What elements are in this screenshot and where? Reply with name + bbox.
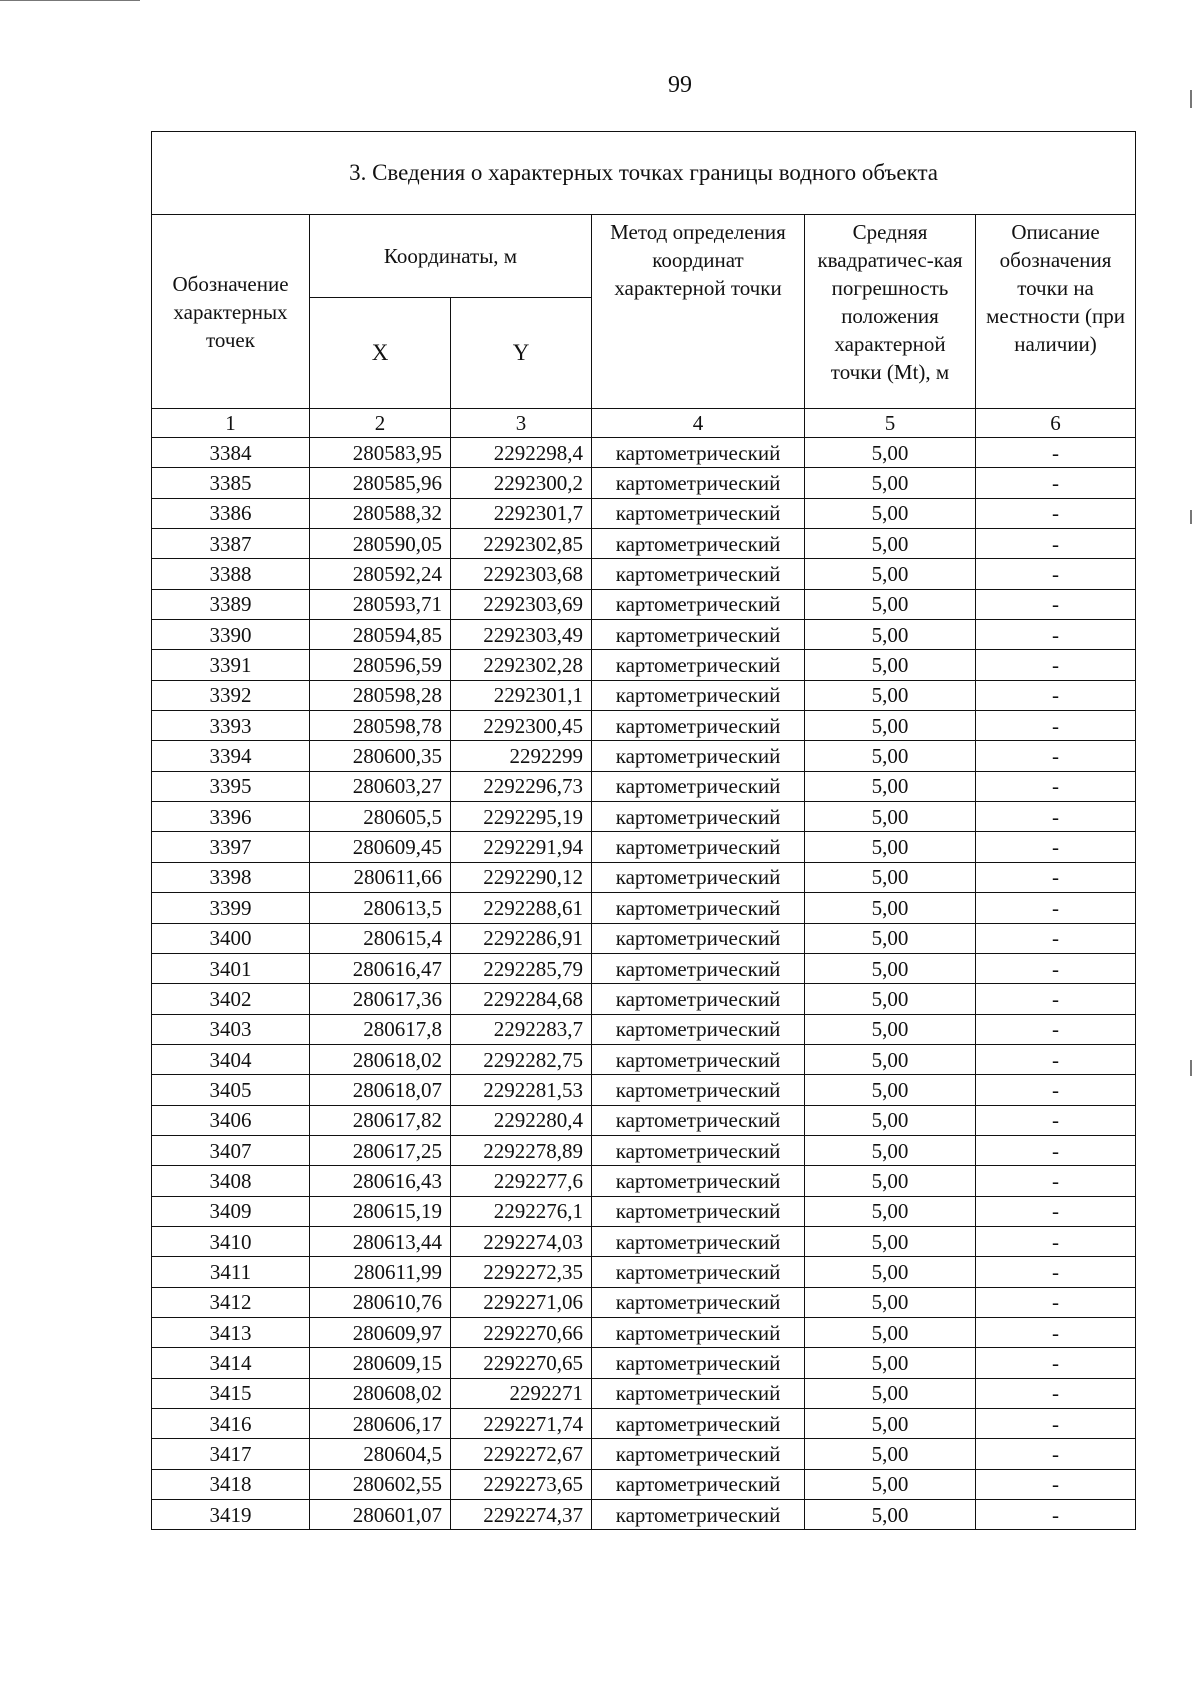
- error-cell: 5,00: [805, 741, 976, 771]
- table-body: [152, 438, 1136, 1530]
- method-cell: картометрический: [592, 1348, 805, 1378]
- description-cell: -: [976, 1439, 1136, 1469]
- x-coordinate-cell: 280588,32: [310, 498, 451, 528]
- y-coordinate-cell: 2292296,73: [451, 771, 592, 801]
- y-coordinate-cell: 2292278,89: [451, 1135, 592, 1165]
- error-cell: 5,00: [805, 620, 976, 650]
- description-cell: -: [976, 953, 1136, 983]
- description-cell: -: [976, 711, 1136, 741]
- error-cell: 5,00: [805, 438, 976, 468]
- method-cell: картометрический: [592, 589, 805, 619]
- description-cell: -: [976, 1257, 1136, 1287]
- point-id-cell: 3399: [152, 893, 310, 923]
- point-id-cell: 3391: [152, 650, 310, 680]
- error-cell: 5,00: [805, 1257, 976, 1287]
- table-row: [152, 559, 1136, 589]
- table-row: [152, 953, 1136, 983]
- point-id-cell: 3414: [152, 1348, 310, 1378]
- x-coordinate-cell: 280613,44: [310, 1226, 451, 1256]
- method-cell: картометрический: [592, 802, 805, 832]
- method-cell: картометрический: [592, 1196, 805, 1226]
- x-coordinate-cell: 280604,5: [310, 1439, 451, 1469]
- x-coordinate-cell: 280598,28: [310, 680, 451, 710]
- table-row: [152, 1469, 1136, 1499]
- x-coordinate-cell: 280609,45: [310, 832, 451, 862]
- y-coordinate-cell: 2292270,65: [451, 1348, 592, 1378]
- description-cell: -: [976, 1317, 1136, 1347]
- header-coordinates: Координаты, м: [310, 215, 592, 298]
- point-id-cell: 3384: [152, 438, 310, 468]
- method-cell: картометрический: [592, 468, 805, 498]
- point-id-cell: 3389: [152, 589, 310, 619]
- error-cell: 5,00: [805, 1075, 976, 1105]
- point-id-cell: 3398: [152, 862, 310, 892]
- description-cell: -: [976, 529, 1136, 559]
- description-cell: -: [976, 1166, 1136, 1196]
- table-row: [152, 1257, 1136, 1287]
- error-cell: 5,00: [805, 1409, 976, 1439]
- column-number: 6: [976, 409, 1136, 438]
- x-coordinate-cell: 280608,02: [310, 1378, 451, 1408]
- point-id-cell: 3404: [152, 1044, 310, 1074]
- method-cell: картометрический: [592, 498, 805, 528]
- point-id-cell: 3402: [152, 984, 310, 1014]
- method-cell: картометрический: [592, 1014, 805, 1044]
- y-coordinate-cell: 2292284,68: [451, 984, 592, 1014]
- table-row: [152, 1500, 1136, 1530]
- header-method: Метод определения координат характерной точки: [592, 215, 805, 409]
- y-coordinate-cell: 2292295,19: [451, 802, 592, 832]
- column-number: 2: [310, 409, 451, 438]
- x-coordinate-cell: 280585,96: [310, 468, 451, 498]
- method-cell: картометрический: [592, 862, 805, 892]
- y-coordinate-cell: 2292272,67: [451, 1439, 592, 1469]
- table-row: [152, 498, 1136, 528]
- table-row: [152, 1075, 1136, 1105]
- table-row: [152, 650, 1136, 680]
- table-row: [152, 1317, 1136, 1347]
- y-coordinate-cell: 2292303,49: [451, 620, 592, 650]
- method-cell: картометрический: [592, 711, 805, 741]
- point-id-cell: 3410: [152, 1226, 310, 1256]
- x-coordinate-cell: 280609,97: [310, 1317, 451, 1347]
- point-id-cell: 3403: [152, 1014, 310, 1044]
- method-cell: картометрический: [592, 1135, 805, 1165]
- method-cell: картометрический: [592, 1500, 805, 1530]
- description-cell: -: [976, 741, 1136, 771]
- description-cell: -: [976, 1469, 1136, 1499]
- error-cell: 5,00: [805, 1014, 976, 1044]
- description-cell: -: [976, 498, 1136, 528]
- header-point-description: Описание обозначения точки на местности (при наличии): [976, 215, 1136, 409]
- y-coordinate-cell: 2292298,4: [451, 438, 592, 468]
- x-coordinate-cell: 280610,76: [310, 1287, 451, 1317]
- table-row: [152, 620, 1136, 650]
- error-cell: 5,00: [805, 771, 976, 801]
- y-coordinate-cell: 2292271: [451, 1378, 592, 1408]
- description-cell: -: [976, 893, 1136, 923]
- point-id-cell: 3412: [152, 1287, 310, 1317]
- table-row: [152, 1166, 1136, 1196]
- y-coordinate-cell: 2292270,66: [451, 1317, 592, 1347]
- error-cell: 5,00: [805, 529, 976, 559]
- table-row: [152, 680, 1136, 710]
- table-row: [152, 1378, 1136, 1408]
- y-coordinate-cell: 2292271,06: [451, 1287, 592, 1317]
- description-cell: -: [976, 1226, 1136, 1256]
- point-id-cell: 3416: [152, 1409, 310, 1439]
- x-coordinate-cell: 280603,27: [310, 771, 451, 801]
- y-coordinate-cell: 2292283,7: [451, 1014, 592, 1044]
- point-id-cell: 3405: [152, 1075, 310, 1105]
- page-number: 99: [668, 72, 692, 98]
- method-cell: картометрический: [592, 741, 805, 771]
- table-row: [152, 1105, 1136, 1135]
- error-cell: 5,00: [805, 802, 976, 832]
- table-row: [152, 1044, 1136, 1074]
- x-coordinate-cell: 280583,95: [310, 438, 451, 468]
- table-row: [152, 1014, 1136, 1044]
- error-cell: 5,00: [805, 711, 976, 741]
- table-row: [152, 1196, 1136, 1226]
- y-coordinate-cell: 2292286,91: [451, 923, 592, 953]
- scan-edge-mark: [0, 0, 140, 1]
- description-cell: -: [976, 620, 1136, 650]
- point-id-cell: 3390: [152, 620, 310, 650]
- point-id-cell: 3386: [152, 498, 310, 528]
- x-coordinate-cell: 280615,4: [310, 923, 451, 953]
- description-cell: -: [976, 1409, 1136, 1439]
- point-id-cell: 3406: [152, 1105, 310, 1135]
- method-cell: картометрический: [592, 771, 805, 801]
- table-row: [152, 589, 1136, 619]
- scan-edge-mark: [1190, 1060, 1192, 1076]
- table-row: [152, 923, 1136, 953]
- x-coordinate-cell: 280594,85: [310, 620, 451, 650]
- method-cell: картометрический: [592, 680, 805, 710]
- column-number: 3: [451, 409, 592, 438]
- table-row: [152, 468, 1136, 498]
- error-cell: 5,00: [805, 1166, 976, 1196]
- method-cell: картометрический: [592, 529, 805, 559]
- x-coordinate-cell: 280611,66: [310, 862, 451, 892]
- description-cell: -: [976, 802, 1136, 832]
- y-coordinate-cell: 2292276,1: [451, 1196, 592, 1226]
- method-cell: картометрический: [592, 1075, 805, 1105]
- description-cell: -: [976, 1044, 1136, 1074]
- method-cell: картометрический: [592, 1105, 805, 1135]
- x-coordinate-cell: 280600,35: [310, 741, 451, 771]
- error-cell: 5,00: [805, 1226, 976, 1256]
- point-id-cell: 3392: [152, 680, 310, 710]
- error-cell: 5,00: [805, 862, 976, 892]
- method-cell: картометрический: [592, 953, 805, 983]
- x-coordinate-cell: 280590,05: [310, 529, 451, 559]
- point-id-cell: 3387: [152, 529, 310, 559]
- y-coordinate-cell: 2292274,03: [451, 1226, 592, 1256]
- description-cell: -: [976, 1287, 1136, 1317]
- error-cell: 5,00: [805, 498, 976, 528]
- x-coordinate-cell: 280596,59: [310, 650, 451, 680]
- table-row: [152, 1287, 1136, 1317]
- table-row: [152, 802, 1136, 832]
- description-cell: -: [976, 650, 1136, 680]
- error-cell: 5,00: [805, 984, 976, 1014]
- table-row: [152, 984, 1136, 1014]
- table-row: [152, 771, 1136, 801]
- point-id-cell: 3395: [152, 771, 310, 801]
- error-cell: 5,00: [805, 1196, 976, 1226]
- point-id-cell: 3417: [152, 1439, 310, 1469]
- method-cell: картометрический: [592, 1166, 805, 1196]
- error-cell: 5,00: [805, 1287, 976, 1317]
- x-coordinate-cell: 280605,5: [310, 802, 451, 832]
- x-coordinate-cell: 280618,07: [310, 1075, 451, 1105]
- y-coordinate-cell: 2292290,12: [451, 862, 592, 892]
- y-coordinate-cell: 2292280,4: [451, 1105, 592, 1135]
- point-id-cell: 3418: [152, 1469, 310, 1499]
- method-cell: картометрический: [592, 1409, 805, 1439]
- description-cell: -: [976, 1075, 1136, 1105]
- description-cell: -: [976, 1105, 1136, 1135]
- description-cell: -: [976, 771, 1136, 801]
- error-cell: 5,00: [805, 1044, 976, 1074]
- method-cell: картометрический: [592, 559, 805, 589]
- error-cell: 5,00: [805, 468, 976, 498]
- x-coordinate-cell: 280617,36: [310, 984, 451, 1014]
- table-row: [152, 1439, 1136, 1469]
- table-row: [152, 529, 1136, 559]
- y-coordinate-cell: 2292273,65: [451, 1469, 592, 1499]
- x-coordinate-cell: 280615,19: [310, 1196, 451, 1226]
- x-coordinate-cell: 280606,17: [310, 1409, 451, 1439]
- error-cell: 5,00: [805, 953, 976, 983]
- table-title: 3. Сведения о характерных точках границы водного объекта: [152, 132, 1136, 215]
- description-cell: -: [976, 680, 1136, 710]
- table-row: [152, 1135, 1136, 1165]
- y-coordinate-cell: 2292300,2: [451, 468, 592, 498]
- x-coordinate-cell: 280618,02: [310, 1044, 451, 1074]
- column-numbers-row: [152, 409, 1136, 438]
- point-id-cell: 3396: [152, 802, 310, 832]
- method-cell: картометрический: [592, 1287, 805, 1317]
- error-cell: 5,00: [805, 1469, 976, 1499]
- point-id-cell: 3393: [152, 711, 310, 741]
- column-number: 4: [592, 409, 805, 438]
- y-coordinate-cell: 2292302,85: [451, 529, 592, 559]
- description-cell: -: [976, 1378, 1136, 1408]
- y-coordinate-cell: 2292299: [451, 741, 592, 771]
- x-coordinate-cell: 280617,82: [310, 1105, 451, 1135]
- description-cell: -: [976, 1014, 1136, 1044]
- y-coordinate-cell: 2292285,79: [451, 953, 592, 983]
- point-id-cell: 3400: [152, 923, 310, 953]
- column-number: 1: [152, 409, 310, 438]
- error-cell: 5,00: [805, 650, 976, 680]
- x-coordinate-cell: 280609,15: [310, 1348, 451, 1378]
- method-cell: картометрический: [592, 1317, 805, 1347]
- table-row: [152, 1409, 1136, 1439]
- table-row: [152, 862, 1136, 892]
- x-coordinate-cell: 280601,07: [310, 1500, 451, 1530]
- y-coordinate-cell: 2292281,53: [451, 1075, 592, 1105]
- description-cell: -: [976, 1500, 1136, 1530]
- x-coordinate-cell: 280617,25: [310, 1135, 451, 1165]
- point-id-cell: 3397: [152, 832, 310, 862]
- y-coordinate-cell: 2292300,45: [451, 711, 592, 741]
- point-id-cell: 3408: [152, 1166, 310, 1196]
- y-coordinate-cell: 2292303,69: [451, 589, 592, 619]
- table-row: [152, 832, 1136, 862]
- error-cell: 5,00: [805, 923, 976, 953]
- y-coordinate-cell: 2292291,94: [451, 832, 592, 862]
- y-coordinate-cell: 2292302,28: [451, 650, 592, 680]
- x-coordinate-cell: 280602,55: [310, 1469, 451, 1499]
- point-id-cell: 3413: [152, 1317, 310, 1347]
- error-cell: 5,00: [805, 1439, 976, 1469]
- point-id-cell: 3394: [152, 741, 310, 771]
- y-coordinate-cell: 2292301,1: [451, 680, 592, 710]
- point-id-cell: 3385: [152, 468, 310, 498]
- scan-edge-mark: [1190, 510, 1192, 524]
- header-y: Y: [451, 298, 592, 409]
- method-cell: картометрический: [592, 1469, 805, 1499]
- point-id-cell: 3409: [152, 1196, 310, 1226]
- error-cell: 5,00: [805, 1348, 976, 1378]
- boundary-points-table: [151, 131, 1136, 1530]
- description-cell: -: [976, 1348, 1136, 1378]
- method-cell: картометрический: [592, 1226, 805, 1256]
- y-coordinate-cell: 2292272,35: [451, 1257, 592, 1287]
- method-cell: картометрический: [592, 984, 805, 1014]
- description-cell: -: [976, 923, 1136, 953]
- error-cell: 5,00: [805, 832, 976, 862]
- description-cell: -: [976, 1135, 1136, 1165]
- x-coordinate-cell: 280611,99: [310, 1257, 451, 1287]
- y-coordinate-cell: 2292271,74: [451, 1409, 592, 1439]
- method-cell: картометрический: [592, 832, 805, 862]
- y-coordinate-cell: 2292288,61: [451, 893, 592, 923]
- header-mean-square-error: Средняя квадратичес-кая погрешность положения характерной точки (Mt), м: [805, 215, 976, 409]
- description-cell: -: [976, 438, 1136, 468]
- method-cell: картометрический: [592, 923, 805, 953]
- point-id-cell: 3401: [152, 953, 310, 983]
- error-cell: 5,00: [805, 1317, 976, 1347]
- table-row: [152, 438, 1136, 468]
- x-coordinate-cell: 280593,71: [310, 589, 451, 619]
- method-cell: картометрический: [592, 438, 805, 468]
- error-cell: 5,00: [805, 589, 976, 619]
- x-coordinate-cell: 280617,8: [310, 1014, 451, 1044]
- method-cell: картометрический: [592, 893, 805, 923]
- y-coordinate-cell: 2292301,7: [451, 498, 592, 528]
- error-cell: 5,00: [805, 1105, 976, 1135]
- error-cell: 5,00: [805, 559, 976, 589]
- point-id-cell: 3388: [152, 559, 310, 589]
- description-cell: -: [976, 984, 1136, 1014]
- error-cell: 5,00: [805, 1500, 976, 1530]
- x-coordinate-cell: 280598,78: [310, 711, 451, 741]
- point-id-cell: 3407: [152, 1135, 310, 1165]
- y-coordinate-cell: 2292282,75: [451, 1044, 592, 1074]
- method-cell: картометрический: [592, 1257, 805, 1287]
- y-coordinate-cell: 2292274,37: [451, 1500, 592, 1530]
- description-cell: -: [976, 832, 1136, 862]
- error-cell: 5,00: [805, 1135, 976, 1165]
- error-cell: 5,00: [805, 1378, 976, 1408]
- description-cell: -: [976, 862, 1136, 892]
- y-coordinate-cell: 2292277,6: [451, 1166, 592, 1196]
- x-coordinate-cell: 280613,5: [310, 893, 451, 923]
- table-row: [152, 1226, 1136, 1256]
- error-cell: 5,00: [805, 893, 976, 923]
- description-cell: -: [976, 559, 1136, 589]
- method-cell: картометрический: [592, 1378, 805, 1408]
- point-id-cell: 3419: [152, 1500, 310, 1530]
- description-cell: -: [976, 1196, 1136, 1226]
- header-x: X: [310, 298, 451, 409]
- x-coordinate-cell: 280592,24: [310, 559, 451, 589]
- method-cell: картометрический: [592, 650, 805, 680]
- error-cell: 5,00: [805, 680, 976, 710]
- x-coordinate-cell: 280616,43: [310, 1166, 451, 1196]
- table-row: [152, 1348, 1136, 1378]
- point-id-cell: 3415: [152, 1378, 310, 1408]
- table-row: [152, 711, 1136, 741]
- description-cell: -: [976, 468, 1136, 498]
- x-coordinate-cell: 280616,47: [310, 953, 451, 983]
- method-cell: картометрический: [592, 1439, 805, 1469]
- header-point-designation: Обозначение характерных точек: [152, 215, 310, 409]
- method-cell: картометрический: [592, 1044, 805, 1074]
- table-row: [152, 741, 1136, 771]
- y-coordinate-cell: 2292303,68: [451, 559, 592, 589]
- column-number: 5: [805, 409, 976, 438]
- method-cell: картометрический: [592, 620, 805, 650]
- table-row: [152, 893, 1136, 923]
- description-cell: -: [976, 589, 1136, 619]
- point-id-cell: 3411: [152, 1257, 310, 1287]
